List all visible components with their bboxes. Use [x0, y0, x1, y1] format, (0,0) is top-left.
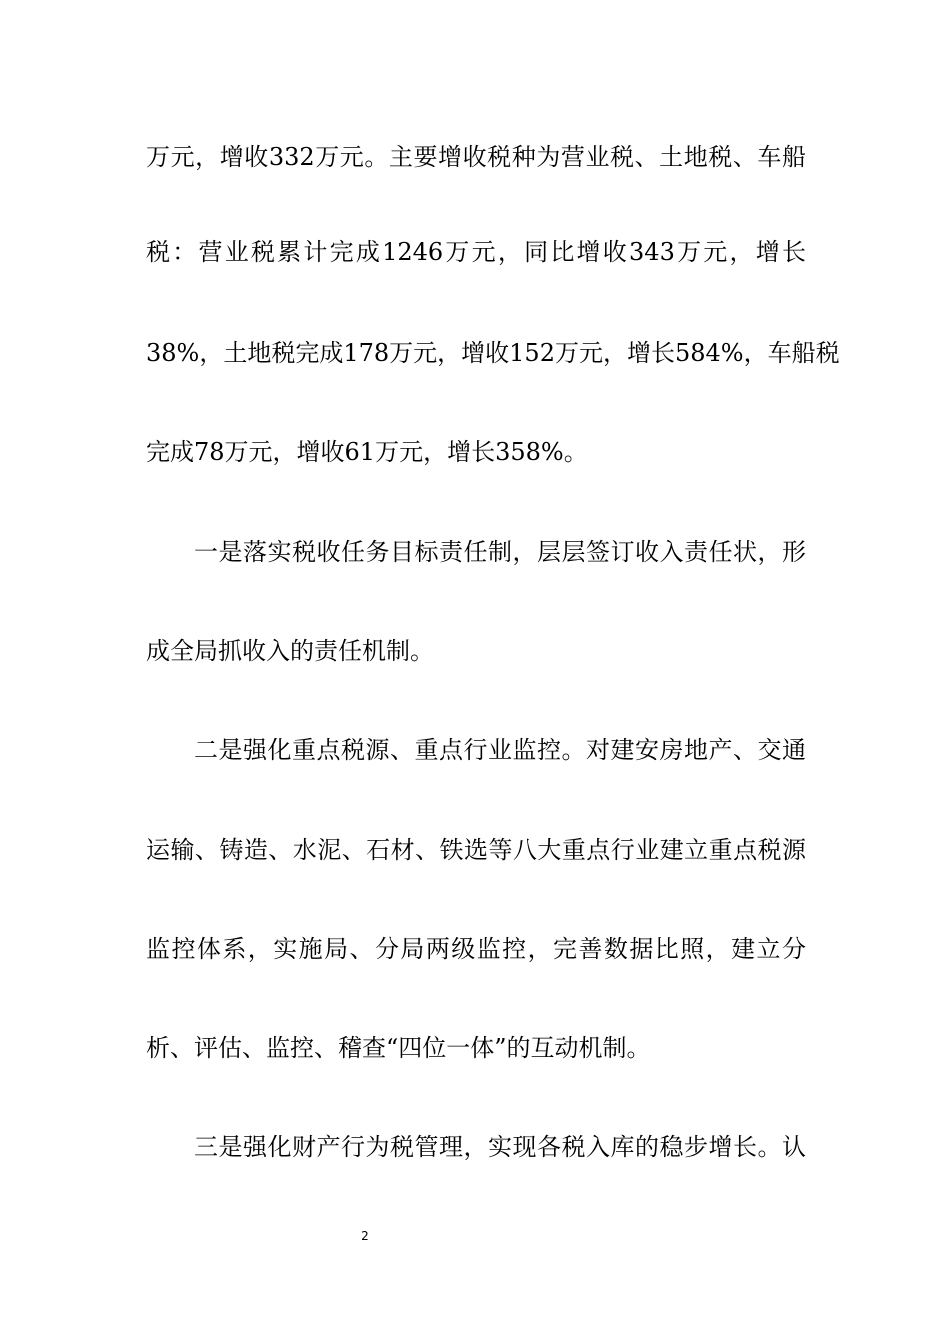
- text-line-2: 税：营业税累计完成1246万元，同比增收343万元，增长: [146, 238, 806, 266]
- paragraph-2-line-3: 监控体系，实施局、分局两级监控，完善数据比照，建立分: [146, 935, 806, 963]
- paragraph-2-line-1: 二是强化重点税源、重点行业监控。对建安房地产、交通: [194, 736, 806, 764]
- paragraph-3-line-1: 三是强化财产行为税管理，实现各税入库的稳步增长。认: [194, 1133, 806, 1161]
- text-line-1: 万元，增收332万元。主要增收税种为营业税、土地税、车船: [146, 143, 806, 171]
- paragraph-1-line-2: 成全局抓收入的责任机制。: [146, 637, 434, 665]
- text-line-3: 38%，土地税完成178万元，增收152万元，增长584%，车船税: [146, 339, 840, 367]
- paragraph-1-line-1: 一是落实税收任务目标责任制，层层签订收入责任状，形: [194, 538, 806, 566]
- page-number: 2: [361, 1229, 369, 1243]
- paragraph-2-line-4: 析、评估、监控、稽查“四位一体”的互动机制。: [146, 1034, 651, 1062]
- paragraph-2-line-2: 运输、铸造、水泥、石材、铁选等八大重点行业建立重点税源: [146, 836, 806, 864]
- text-line-4: 完成78万元，增收61万元，增长358%。: [146, 438, 588, 466]
